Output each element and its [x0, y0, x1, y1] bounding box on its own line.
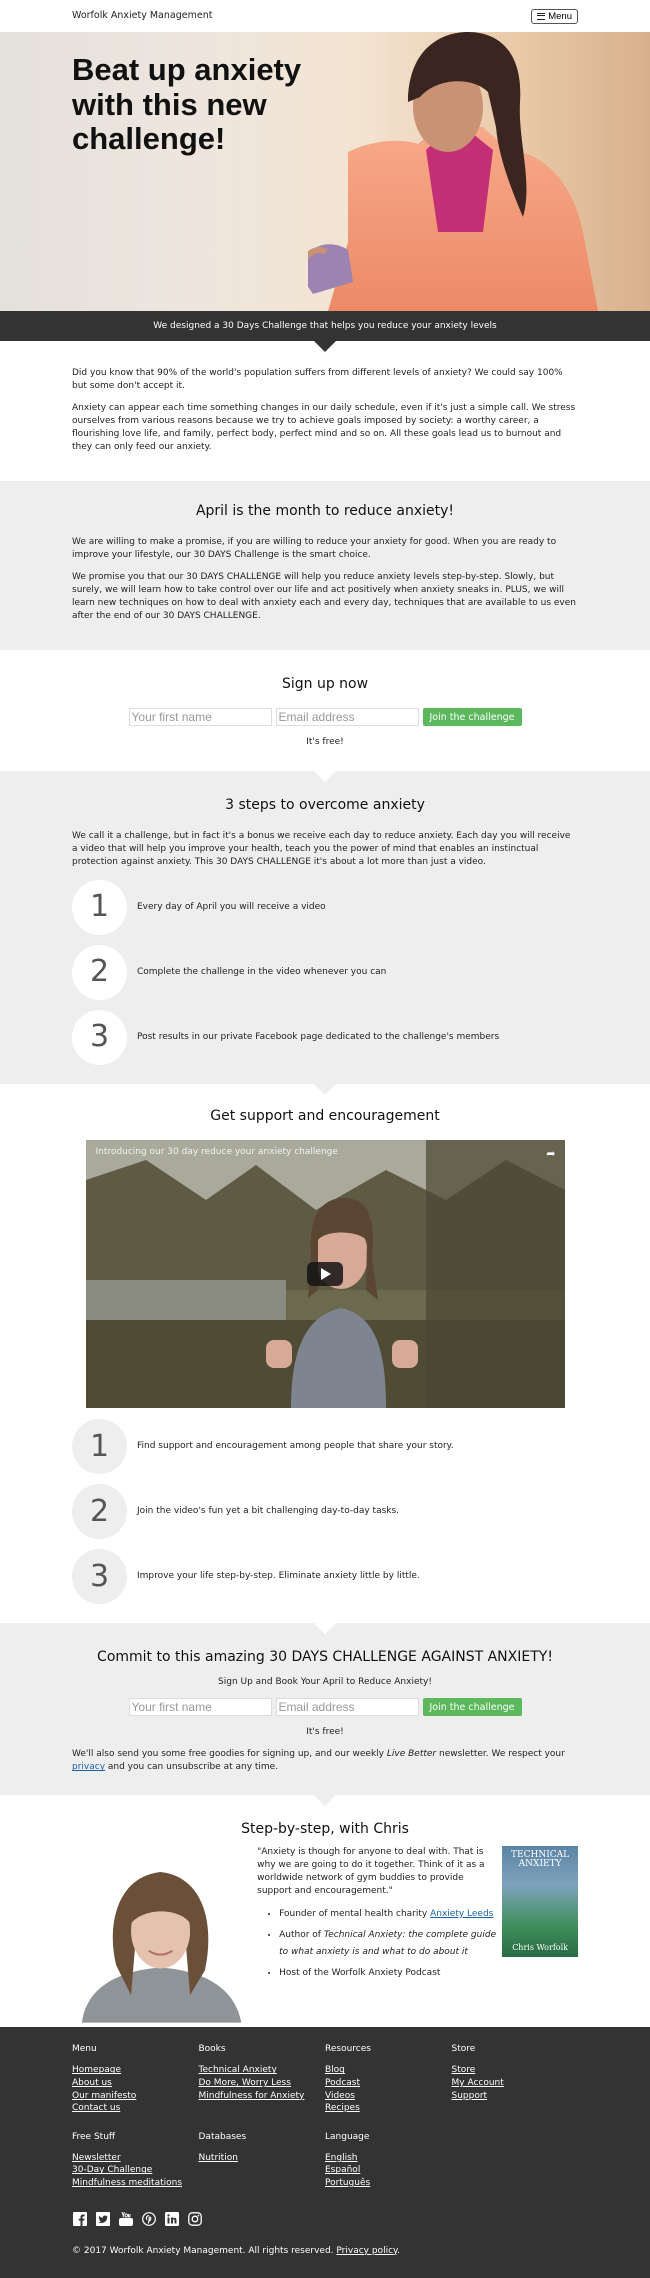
footer-column	[199, 2043, 326, 2114]
footer-link[interactable]: Newsletter	[72, 2152, 121, 2163]
step-number: 3	[72, 1549, 127, 1604]
footer-link[interactable]: About us	[72, 2078, 112, 2089]
footer	[0, 2027, 650, 2277]
credential-text: Founder of mental health charity	[279, 1908, 431, 1919]
hero	[0, 32, 650, 311]
section-arrow-icon	[314, 1084, 336, 1095]
step-item	[72, 1011, 578, 1064]
april-paragraph-1: We are willing to make a promise, if you are willing to reduce your anxiety for good. When you are ready to improve your lifestyle, our 30 DAYS Challenge is the smart choice.	[72, 536, 557, 560]
footer-link[interactable]: Technical Anxiety	[198, 2065, 277, 2076]
hamburger-icon	[537, 13, 545, 20]
commit-section	[0, 1623, 650, 1795]
footer-column	[452, 2043, 579, 2114]
signup-section	[0, 650, 650, 771]
section-arrow-icon	[314, 1623, 336, 1634]
share-icon[interactable]: ➦	[546, 1146, 556, 1160]
support-item	[72, 1485, 578, 1538]
intro-section	[0, 341, 650, 481]
step-text: Join the video's fun yet a bit challenging day-to-day tasks.	[137, 1505, 400, 1516]
menu-button-label: Menu	[548, 10, 572, 22]
footer-link[interactable]: Support	[451, 2090, 488, 2101]
footer-columns	[72, 2043, 578, 2205]
footer-column	[199, 2131, 326, 2190]
footer-link[interactable]: Nutrition	[198, 2152, 238, 2163]
support-item	[72, 1420, 578, 1473]
step-number: 2	[72, 1484, 127, 1539]
footer-link[interactable]: Mindfulness meditations	[72, 2178, 183, 2189]
join-challenge-button[interactable]: Join the challenge	[423, 1698, 522, 1716]
footer-column-heading: Menu	[72, 2044, 97, 2055]
footer-link[interactable]: Recipes	[325, 2103, 360, 2114]
email-input[interactable]	[276, 708, 419, 726]
commit-title: Commit to this amazing 30 DAYS CHALLENGE AGAINST ANXIETY!	[97, 1648, 553, 1665]
footer-link[interactable]: Podcast	[325, 2078, 361, 2089]
footer-link[interactable]: 30-Day Challenge	[72, 2165, 153, 2176]
footer-link[interactable]: Español	[325, 2165, 361, 2176]
footer-column	[72, 2131, 199, 2190]
footer-link[interactable]: My Account	[451, 2078, 504, 2089]
newsletter-name: Live Better	[386, 1749, 437, 1760]
commit-newsletter-note	[72, 1748, 578, 1774]
footer-column-heading: Databases	[198, 2131, 247, 2142]
chris-section	[0, 1795, 650, 2027]
banner-arrow-icon	[314, 341, 336, 352]
top-bar	[0, 0, 650, 32]
hero-banner	[0, 311, 650, 341]
april-paragraph-2: We promise you that our 30 DAYS CHALLENGE will help you reduce anxiety levels step-by-step. Slowly, but surely, we will learn how to take control over our life and act positively when anxiety sneaks in. PLUS, we will learn new techniques on how to deal with anxiety each and every day, techniques that are available to us even after the end of our 30 DAYS CHALLENGE.	[72, 571, 576, 621]
footer-link[interactable]: Do More, Worry Less	[198, 2078, 291, 2089]
steps-title: 3 steps to overcome anxiety	[225, 797, 425, 814]
chris-title: Step-by-step, with Chris	[241, 1821, 409, 1838]
footer-column-heading: Books	[198, 2044, 226, 2055]
play-button-icon[interactable]	[307, 1262, 343, 1286]
privacy-link[interactable]: privacy	[72, 1762, 106, 1773]
footer-column	[325, 2131, 452, 2190]
brand-name[interactable]: Worfolk Anxiety Management	[72, 10, 213, 22]
footer-link[interactable]: Store	[451, 2065, 476, 2076]
footer-link[interactable]: Our manifesto	[72, 2090, 137, 2101]
footer-column	[325, 2043, 452, 2114]
step-text: Post results in our private Facebook page dedicated to the challenge's members	[137, 1031, 500, 1042]
first-name-input[interactable]	[129, 1698, 272, 1716]
intro-paragraph-1: Did you know that 90% of the world's population suffers from different levels of anxiety? We could say 100% but some don't accept it.	[72, 368, 563, 392]
email-input[interactable]	[276, 1698, 419, 1716]
video-title[interactable]: Introducing our 30 day reduce your anxiety challenge	[95, 1146, 338, 1157]
social-links	[72, 2212, 578, 2227]
credential-item: • Host of the Worfolk Anxiety Podcast	[279, 1965, 498, 1982]
footer-column-heading: Resources	[325, 2044, 371, 2055]
step-item	[72, 946, 578, 999]
footer-column-heading: Store	[451, 2044, 476, 2055]
footer-link[interactable]: Homepage	[72, 2065, 122, 2076]
book-cover-title: TECHNICAL ANXIETY	[511, 1849, 570, 1870]
step-number: 2	[72, 945, 127, 1000]
footer-link[interactable]: Contact us	[72, 2103, 121, 2114]
footer-link[interactable]: Videos	[325, 2090, 355, 2101]
commit-subtitle: Sign Up and Book Your April to Reduce Anxiety!	[218, 1677, 432, 1688]
step-number: 1	[72, 880, 127, 935]
footer-column-heading: Language	[325, 2131, 370, 2142]
copyright-line	[72, 2245, 578, 2258]
note-text: We'll also send you some free goodies for signing up, and our weekly	[72, 1749, 387, 1760]
footer-link[interactable]: English	[325, 2152, 358, 2163]
chris-portrait	[72, 1846, 249, 2024]
linkedin-icon[interactable]	[164, 2212, 179, 2227]
signup-form	[72, 708, 578, 726]
section-arrow-icon	[314, 1795, 336, 1806]
signup-title: Sign up now	[281, 675, 369, 692]
commit-form	[72, 1698, 578, 1716]
join-challenge-button[interactable]: Join the challenge	[423, 708, 522, 726]
hero-banner-text: We designed a 30 Days Challenge that helps you reduce your anxiety levels	[153, 321, 497, 331]
twitter-icon[interactable]	[95, 2212, 110, 2227]
step-number: 3	[72, 1010, 127, 1065]
facebook-icon[interactable]	[72, 2212, 87, 2227]
book-name: Technical Anxiety: the complete guide to what anxiety is and what to do about it	[279, 1930, 497, 1958]
credential-item	[279, 1906, 498, 1923]
step-item	[72, 881, 578, 934]
footer-link[interactable]: Mindfulness for Anxiety	[198, 2090, 305, 2101]
step-text: Find support and encouragement among people that share your story.	[137, 1440, 454, 1451]
signup-free-note: It's free!	[306, 737, 344, 748]
april-section	[0, 481, 650, 650]
footer-column	[72, 2043, 199, 2114]
chris-quote: "Anxiety is though for anyone to deal with. That is why we are going to do it together. Think of it as a worldwide network of gym buddies to provide support and encouragement."	[257, 1846, 485, 1896]
menu-button[interactable]	[531, 9, 578, 24]
intro-paragraph-2: Anxiety can appear each time something changes in our daily schedule, even if it's just a simple call. We stress ourselves from various reasons because we try to achieve goals imposed by society: a worthy career, a flourishing love life, and family, perfect body, perfect mind and so on. All these goals lead us to burnout and they can only feed our anxiety.	[72, 403, 576, 453]
commit-free-note: It's free!	[306, 1727, 344, 1738]
copyright-period: .	[397, 2245, 400, 2256]
hero-headline: Beat up anxiety with this new challenge!	[72, 52, 302, 157]
steps-intro: We call it a challenge, but in fact it's a bonus we receive each day to reduce anxiety. Each day you will receive a video that will help you improve your health, teach you the power of mind that enables an instinctual protection against anxiety. This 30 DAYS CHALLENGE it's about a lot more than just a video.	[72, 830, 571, 867]
video-player[interactable]	[86, 1140, 565, 1408]
step-text: Improve your life step-by-step. Eliminate anxiety little by little.	[137, 1570, 420, 1581]
copyright-text: © 2017 Worfolk Anxiety Management. All rights reserved.	[72, 2245, 334, 2256]
book-cover[interactable]	[502, 1846, 578, 1957]
step-number: 1	[72, 1419, 127, 1474]
support-item	[72, 1550, 578, 1603]
april-title: April is the month to reduce anxiety!	[195, 503, 455, 520]
credential-text: Author of	[279, 1930, 324, 1940]
footer-column-heading: Free Stuff	[72, 2131, 116, 2142]
section-arrow-icon	[314, 771, 336, 782]
note-text: and you can unsubscribe at any time.	[105, 1762, 279, 1773]
first-name-input[interactable]	[129, 708, 272, 726]
anxiety-leeds-link[interactable]: Anxiety Leeds	[430, 1908, 494, 1919]
steps-section	[0, 771, 650, 1083]
hero-image	[308, 32, 608, 311]
step-text: Every day of April you will receive a video	[137, 901, 326, 912]
youtube-icon[interactable]	[118, 2212, 133, 2227]
instagram-icon[interactable]	[187, 2212, 202, 2227]
step-text: Complete the challenge in the video whenever you can	[137, 966, 387, 977]
chris-credentials	[257, 1906, 498, 1982]
footer-link[interactable]: Blog	[325, 2065, 345, 2076]
footer-link[interactable]: Português	[325, 2178, 371, 2189]
book-cover-author: Chris Worfolk	[512, 1943, 568, 1953]
privacy-policy-link[interactable]: Privacy policy	[336, 2245, 398, 2256]
support-title: Get support and encouragement	[210, 1107, 440, 1124]
credential-item	[279, 1927, 498, 1961]
support-section	[0, 1084, 650, 1623]
note-text: newsletter. We respect your	[436, 1749, 565, 1760]
pinterest-icon[interactable]	[141, 2212, 156, 2227]
